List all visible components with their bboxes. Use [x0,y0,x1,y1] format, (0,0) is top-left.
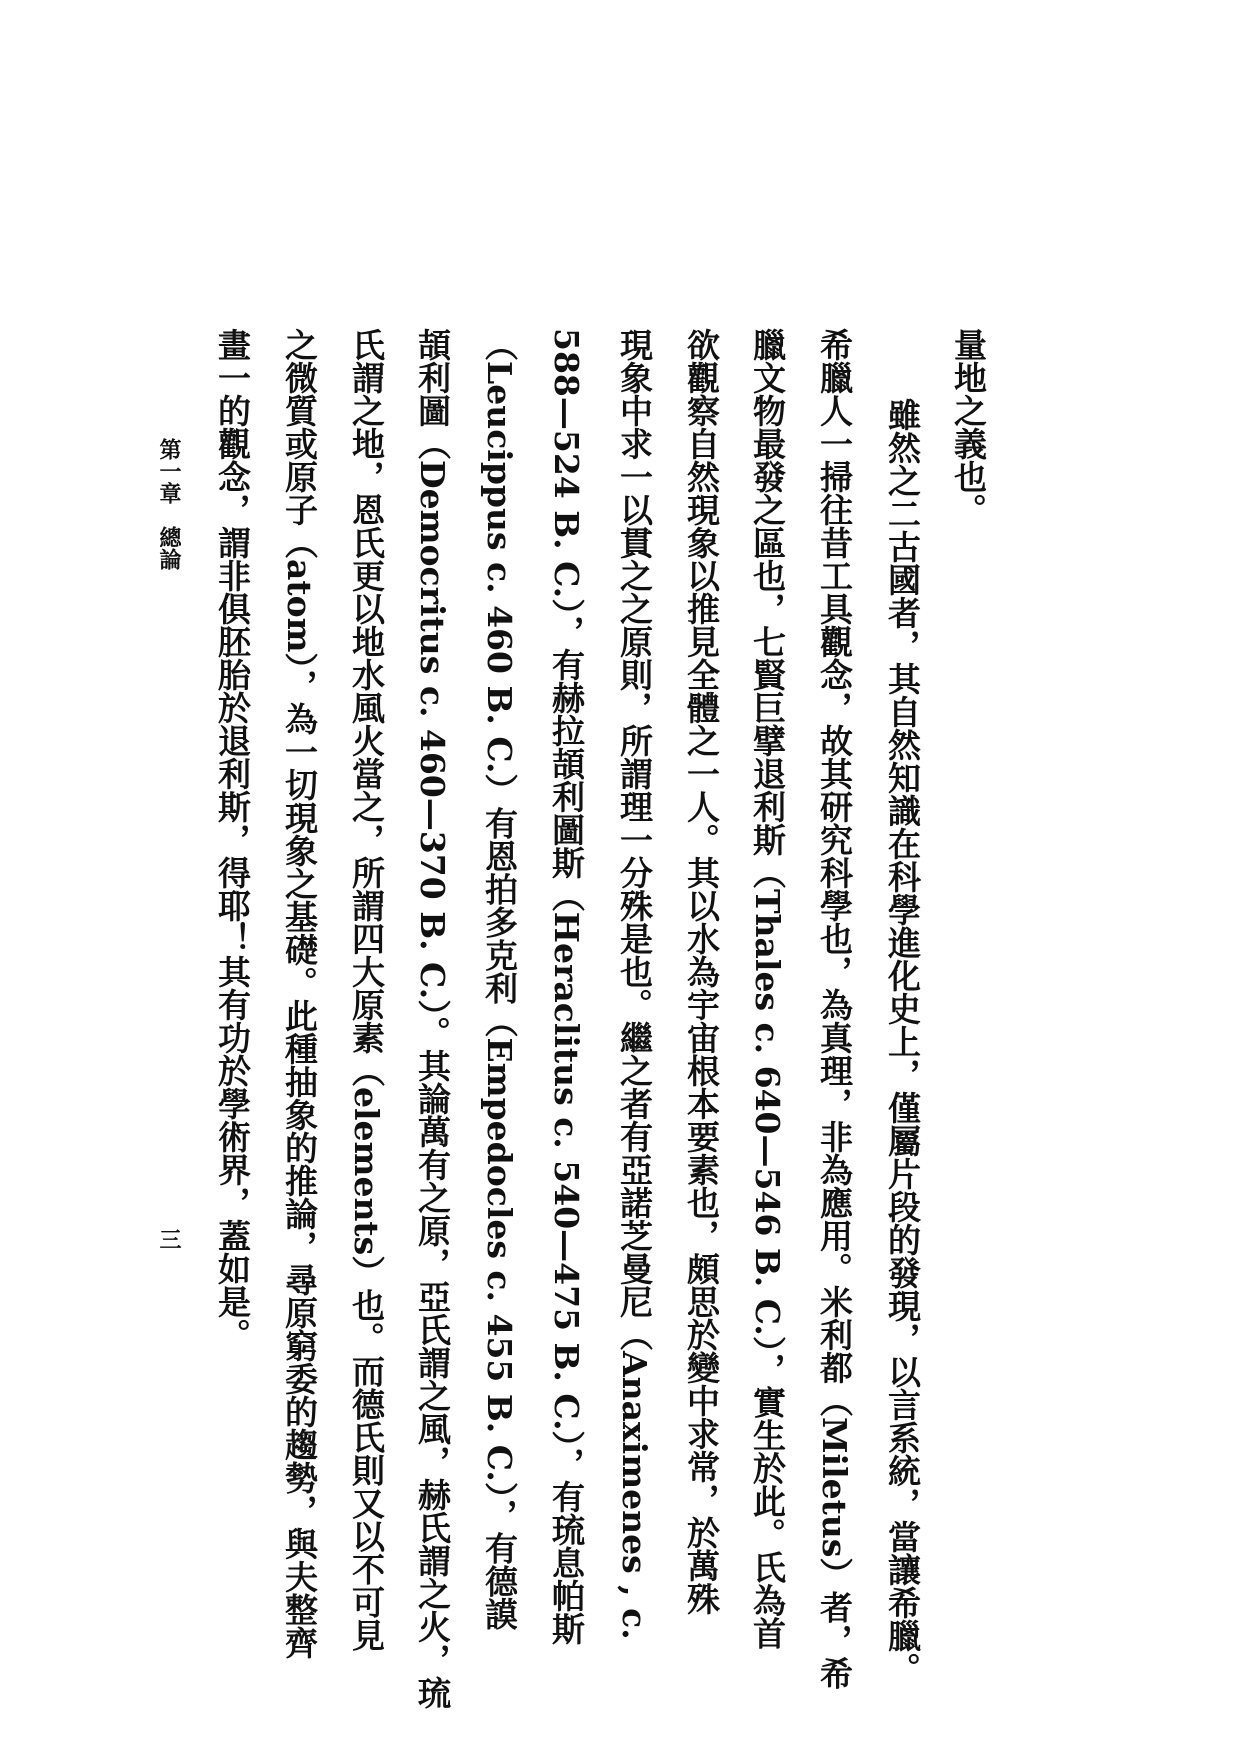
text-column-9: 頡利圖（Democritus c. 460—370 B. C.）。其論萬有之原，亞氏謂之風，赫氏謂之火，琉 [413,328,452,1709]
text-column-11: 之微質或原子（atom），為一切現象之基礎。此種抽象的推論，尋原窮委的趨勢，與夫整齊 [280,328,319,1660]
page-number: 三 [156,1228,182,1250]
text-column-10: 氏謂之地，恩氏更以地水風火當之，所謂四大原素（elements）也。而德氏則又以不可見 [347,328,386,1652]
text-column-2: 雖然之二古國者，其自然知識在科學進化史上，僅屬片段的發現，以言系統，當讓希臘。 [883,398,922,1685]
text-column-6: 現象中求一以貫之之原則，所謂理一分殊是也。繼之者有亞諾芝曼尼（Anaximenes , c. [615,328,654,1640]
text-column-12: 畫一的觀念，謂非俱胚胎於退利斯，得耶！其有功於學術界，蓋如是。 [213,328,252,1351]
text-column-3: 希臘人一掃往昔工具觀念，故其研究科學也，為真理，非為應用。米利都（Miletus）者，希 [815,328,854,1690]
text-column-4: 臘文物最發之區也，七賢巨擘退利斯（Thales c. 640—546 B. C.），實生於此。氏為首 [748,328,787,1650]
text-column-1: 量地之義也。 [949,328,988,526]
text-column-7: 588—524 B. C.），有赫拉頡利圖斯（Heraclitus c. 540—475 B. C.），有琉息帕斯 [547,328,586,1646]
running-footer-chapter: 第一章 總論 [156,438,182,570]
text-column-8: （Leucippus c. 460 B. C.）有恩拍多克利（Empedocles c. 455 B. C.），有德謨 [480,328,519,1631]
text-column-5: 欲觀察自然現象以推見全體之一人。其以水為宇宙根本要素也，頗思於變中求常，於萬殊 [682,328,721,1615]
